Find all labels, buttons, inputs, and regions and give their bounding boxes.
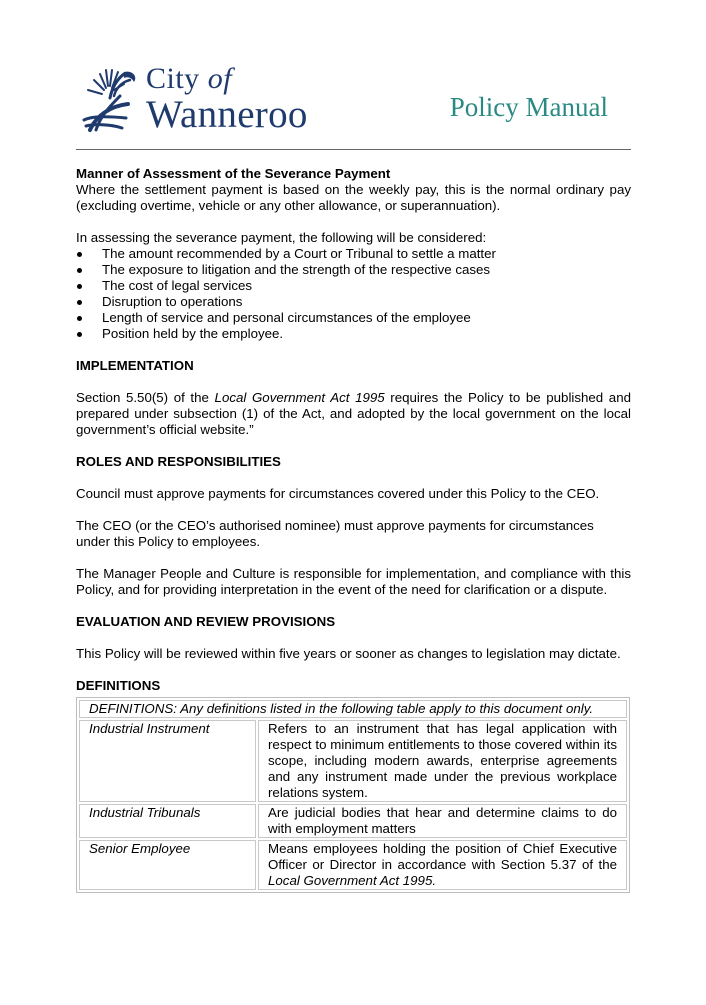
definitions-heading: DEFINITIONS [76, 678, 161, 693]
page-header [0, 0, 706, 160]
severance-criteria-list [76, 246, 631, 342]
definition-text: Are judicial bodies that hear and determine claims to do with employment matters [258, 804, 627, 838]
roles-heading: ROLES AND RESPONSIBILITIES [76, 454, 281, 469]
roles-manager-text: The Manager People and Culture is responsible for implementation, and compliance with this Policy, and for providing interpretation in the event of the need for clarification or a dispute. [76, 566, 631, 597]
definition-term: Industrial Tribunals [79, 804, 256, 838]
severance-consider-lead: In assessing the severance payment, the following will be considered: [76, 230, 487, 245]
severance-intro: Where the settlement payment is based on the weekly pay, this is the normal ordinary pay (excluding overtime, vehicle or any other allowance, or superannuation). [76, 182, 631, 213]
document-body [76, 166, 631, 694]
list-item: The exposure to litigation and the strength of the respective cases [76, 262, 631, 278]
list-item: Disruption to operations [76, 294, 631, 310]
definitions-table [76, 697, 630, 893]
list-item: Length of service and personal circumstances of the employee [76, 310, 631, 326]
definition-text: Refers to an instrument that has legal application with respect to minimum entitlements to those covered within its scope, including modern awards, enterprise agreements and any instrument made under the previous workplace relations system. [258, 720, 627, 802]
table-row [79, 720, 627, 802]
definition-term: Senior Employee [79, 840, 256, 890]
logo-name-text: Wanneroo [146, 93, 308, 136]
table-row [79, 700, 627, 718]
wannaroo-plant-icon [76, 66, 142, 132]
logo-city-text: City of [146, 62, 233, 95]
evaluation-heading: EVALUATION AND REVIEW PROVISIONS [76, 614, 336, 629]
policy-manual-title: Policy Manual [449, 92, 608, 122]
roles-council-text: Council must approve payments for circumstances covered under this Policy to the CEO. [76, 486, 600, 501]
roles-ceo-text: The CEO (or the CEO’s authorised nominee) must approve payments for circumstances under this Policy to employees. [76, 518, 594, 549]
evaluation-text: This Policy will be reviewed within five years or sooner as changes to legislation may dictate. [76, 646, 621, 661]
definition-term: Industrial Instrument [79, 720, 256, 802]
definitions-table-header: DEFINITIONS: Any definitions listed in the following table apply to this document only. [79, 700, 627, 718]
implementation-heading: IMPLEMENTATION [76, 358, 194, 373]
definition-text: Means employees holding the position of Chief Executive Officer or Director in accordance with Section 5.37 of the Local Government Act 1995. [258, 840, 627, 890]
table-row [79, 804, 627, 838]
list-item: The cost of legal services [76, 278, 631, 294]
list-item: The amount recommended by a Court or Tribunal to settle a matter [76, 246, 631, 262]
city-logo [76, 62, 326, 138]
table-row [79, 840, 627, 890]
list-item: Position held by the employee. [76, 326, 631, 342]
header-divider [76, 149, 631, 150]
implementation-text: Section 5.50(5) of the Local Government Act 1995 requires the Policy to be published and prepared under subsection (1) of the Act, and adopted by the local government on the local government’s official website.” [76, 390, 631, 437]
severance-heading: Manner of Assessment of the Severance Payment [76, 166, 391, 181]
